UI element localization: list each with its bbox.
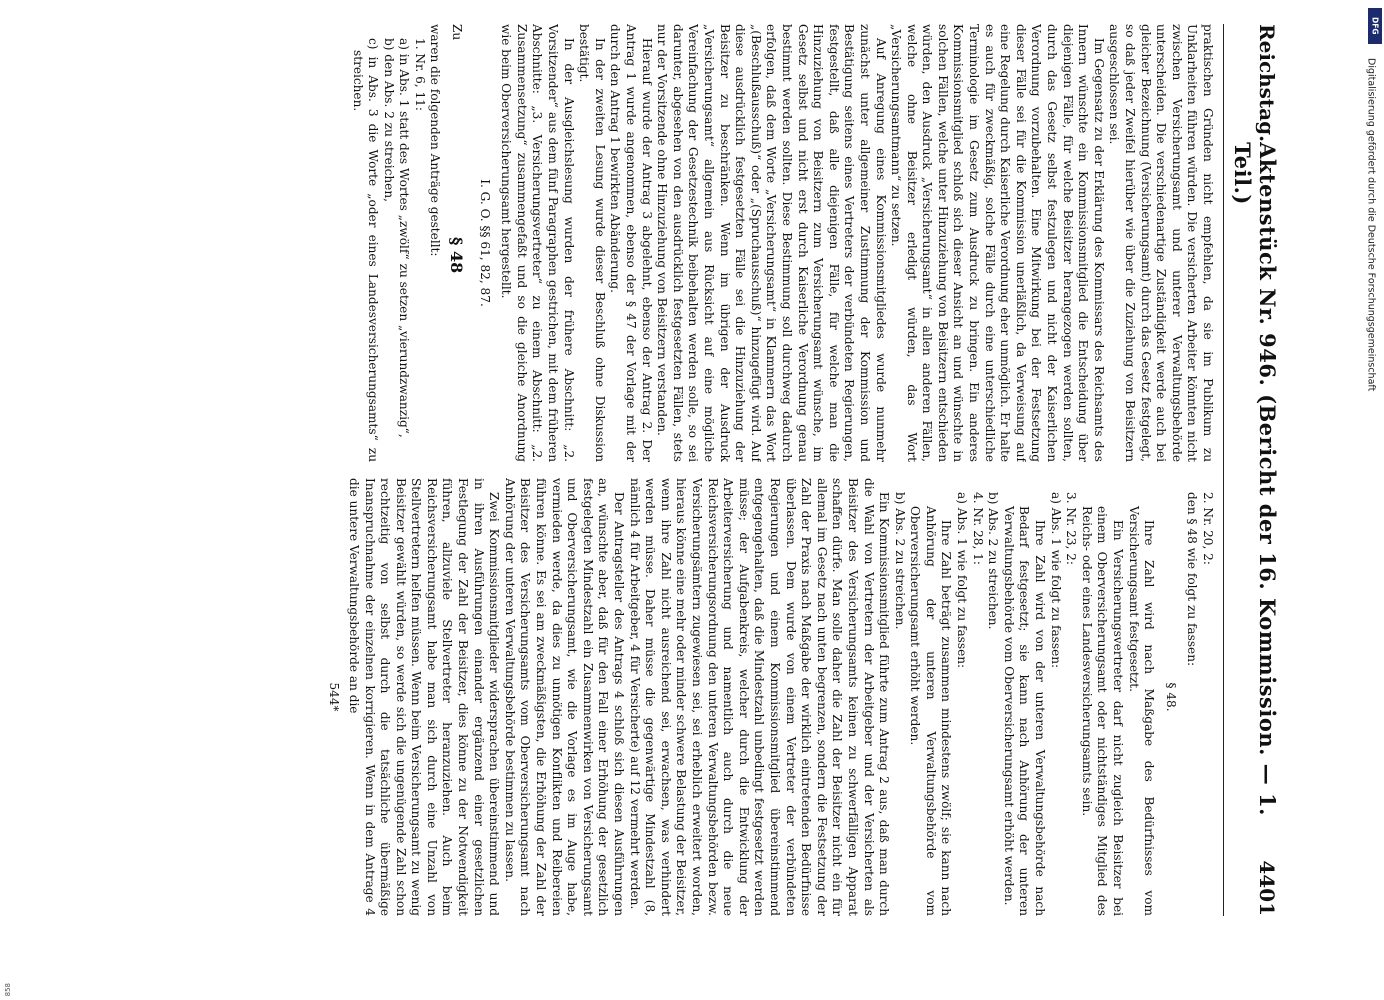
paragraph: Hierauf wurde der Antrag 3 abgelehnt, ebenso der Antrag 2. Der Antrag 1 wurde angenommen, ebenso der § 47 der Vorlage mit der durch den Antrag 1 bewirkten Abänderung. — [608, 24, 654, 462]
digitization-note — [1362, 10, 1380, 990]
list-subitem: den § 48 wie folgt zu fassen: — [1185, 492, 1200, 667]
paragraph: In der zweiten Lesung wurde dieser Beschluß ohne Diskussion bestätigt. — [577, 24, 607, 462]
page-number: 4401 — [1255, 860, 1279, 916]
page-header — [1223, 24, 1280, 916]
list-item: 3. Nr. 23, 2: — [1064, 492, 1079, 565]
quote: Ihre Zahl beträgt zusammen mindestens zwölf; sie kann nach Anhörung der unteren Verwaltungsbehörde vom Oberversicherungsamt erhöht werden. — [908, 506, 954, 916]
quote: Ihre Zahl wird nach Maßgabe des Bedürfnisses vom Versicherungsamt festgesetzt. — [1126, 506, 1157, 916]
quote: Ihre Zahl wird von der unteren Verwaltungsbehörde nach Bedarf festgesetzt; sie kann nach Anhörung der unteren Verwaltungsbehörde vom Oberversicherungsamt erhöht werden. — [1001, 506, 1048, 916]
section-heading: § 48 — [447, 237, 467, 274]
paragraph: Der Antragsteller des Antrags 4 schloß sich diesen Ausführungen an, wünschte aber, daß für den Fall einer Erhöhung der gesetzlich festgelegten Mindestzahl ein Zusammenwirken von Versicherungsamt und Oberversicherungsamt, wie die Vorlage es im Auge habe, vermieden werde, da dies zu unnötigen Konflikten und Reibereien führen könne. Es sei am zweckmäßigsten, die Erhöhung der Zahl der Beisitzer des Versicherungsamts vom Oberversicherungsamt nach Anhörung der unteren Verwaltungsbehörde bestimmen zu lassen. — [502, 478, 627, 916]
list-subitem: a) Abs. 1 wie folgt zu fassen: — [955, 492, 970, 669]
right-column — [30, 478, 1215, 916]
dfg-logo — [1368, 8, 1382, 44]
list-subitem: a) Abs. 1 wie folgt zu fassen: — [1048, 492, 1063, 669]
archive-stamp: 858 — [4, 982, 12, 996]
paragraph: Ein Kommissionsmitglied führte zum Antrag 2 aus, daß man durch die Wahl von Vertretern der Arbeitgeber und der Versicherten als Beisitzer des Versicherungsamts keinen zu schwerfälligen Apparat schaffen dürfe. Man solle daher die Zahl der Beisitzer nicht ein für allemal im Gesetz nach unten begrenzen, sondern die Festsetzung der Zahl der Praxis nach Maßgabe der wirklich eintretenden Bedürfnisse überlassen. Dem wurde von einem Vertreter der verbündeten Regierungen und einem Kommissionsmitglied übereinstimmend entgegengehalten, daß die Mindestzahl unbedingt festgesetzt werden müsse; der Aufgabenkreis, welcher durch die Entwicklung der Arbeiterversicherung und namentlich auch durch die neue Reichsversicherungsordnung den unteren Verwaltungsbehörden bezw. Versicherungsämtern zugewiesen sei, sei erheblich erweitert worden, hieraus könne eine mehr oder minder schwere Belastung der Beisitzer, wenn ihre Zahl nicht ausreichend sei, erwachsen, was verhindert werden müsse. Daher müsse die gegenwärtige Mindestzahl (8, nämlich 4 für Arbeitgeber, 4 für Versicherte) auf 12 vermehrt werden. — [627, 478, 892, 916]
list-subitem: a) in Abs. 1 statt des Wortes „zwölf“ zu setzen „vierundzwanzig“, — [397, 38, 412, 438]
header-title: Aktenstück Nr. 946. (Bericht der 16. Kommission. — 1. Teil.) — [1230, 142, 1280, 816]
section-heading: § 48. — [1163, 682, 1178, 712]
list-item: 2. Nr. 20, 2: — [1201, 492, 1215, 565]
list-item: 4. Nr. 28, 1: — [970, 492, 985, 565]
signature-mark: 544* — [327, 682, 342, 712]
reference: I. G. O. §§ 61, 82, 87. — [477, 179, 492, 307]
list-subitem: b) Abs. 2 zu streichen. — [892, 492, 907, 630]
list-subitem: b) den Abs. 2 zu streichen, — [381, 38, 396, 202]
digitization-text: Digitalisierung gefördert durch die Deutsche Forschungsgemeinschaft — [1365, 58, 1377, 392]
paragraph: In der Ausgleichslesung wurden der frühere Abschnitt: „2. Vorsitzender“ aus dem fünf Paragraphen gestrichen, mit dem früheren Abschnitte: „3. Versicherungsvertreter“ zu einem Abschnitt: „2. Zusammensetzung“ zusammengefaßt und so die gleiche Anordnung wie beim Oberversicherungsamt hergestellt. — [499, 24, 576, 462]
list-item: 1. Nr. 6, 11: — [412, 38, 427, 111]
paragraph: Zwei Kommissionsmitglieder widersprachen übereinstimmend und in ihren Ausführungen einander ergänzend einer gesetzlichen Festlegung der Zahl der Beisitzer, dies könne zu der Notwendigkeit führen, allzuviele Stellvertreter heranzuziehen. Auch beim Reichsversicherungsamt habe man sich durch eine Unzahl von Stellvertretern helfen müssen. Wenn beim Versicherungsamt zu wenig Beisitzer gewählt würden, so werde sich die ungenügende Zahl schon rechtzeitig von selbst durch die tatsächliche übermäßige Inanspruchnahme der einzelnen korrigieren. Wenn in dem Antrage 4 die untere Verwaltungsbehörde an die — [346, 478, 502, 916]
dfg-logo-text: DFG — [1370, 17, 1380, 35]
paragraph: Im Gegensatz zu der Erklärung des Kommissars des Reichsamts des Innern wünschte ein Kommissionsmitglied die Entscheidung über diejenigen Fälle, für welche Beisitzer herangezogen werden sollten, durch das Gesetz selbst festzulegen und nicht der Kaiserlichen Verordnung vorzubehalten. Eine Mitwirkung bei der Festsetzung dieser Fälle sei für die Kommission unerläßlich, da Verweisung auf eine Regelung durch Kaiserliche Verordnung eher unmöglich. Er halte es auch für zweckmäßig, solche Fälle durch eine unterschiedliche Terminologie im Gesetz zum Ausdruck zu bringen. Ein anderes Kommissionsmitglied schloß sich dieser Ansicht an und wünschte in solchen Fällen, welche unter Hinzuziehung von Beisitzern entschieden würden, den Ausdruck „Versicherungsamt“ in allen anderen Fällen, welche ohne Beisitzer erledigt würden, das Wort „Versicherungsamtmann“ zu setzen. — [889, 24, 1106, 462]
left-column — [30, 24, 1215, 462]
header-left: Reichstag. — [1255, 24, 1279, 143]
zu-label: Zu — [450, 24, 465, 41]
quote: Ein Versicherungsvertreter darf nicht zugleich Beisitzer bei einem Oberversicherungsamt oder nichtständiges Mitglied des Reichs- oder eines Landesversicherungsamts sein. — [1079, 506, 1126, 916]
list-subitem: b) Abs. 2 zu streichen. — [986, 492, 1001, 630]
text-columns — [30, 24, 1215, 916]
paragraph: praktischen Gründen nicht empfehlen, da sie im Publikum zu Unklarheiten führen würden. Die versicherten Arbeiter könnten nicht zwischen Versicherungsamt und unterer Verwaltungsbehörde unterscheiden. Die verschiedenartige Zuständigkeit werde auch bei gleicher Bezeichnung (Versicherungsamt) durch das Gesetz festgelegt, so daß jeder Zweifel hierüber wie über die Zuziehung von Beisitzern ausgeschlossen sei. — [1107, 24, 1215, 462]
list-subitem: c) in Abs. 3 die Worte „oder eines Landesversicherungsamts“ zu streichen. — [350, 38, 381, 462]
paragraph: waren die folgenden Anträge gestellt: — [428, 24, 443, 257]
paragraph: Auf Anregung eines Kommissionsmitgliedes wurde nunmehr zunächst unter allgemeiner Zustimmung der Kommission und Bestätigung seitens eines Vertreters der verbündeten Regierungen, festgestellt, daß alle diejenigen Fälle, für welche man die Hinzuziehung von Beisitzern zum Versicherungsamt wünsche, im Gesetz selbst und nicht erst durch Kaiserliche Verordnung genau bestimmt werden sollten. Diese Bestimmung soll durchweg dadurch erfolgen, daß dem Worte „Versicherungsamt“ in Klammern das Wort „(Beschlußausschuß)“ oder „(Spruchausschuß)“ hinzugefügt wird. Auf diese ausdrücklich festgesetzten Fälle sei die Hinzuziehung der Beisitzer zu beschränken. Wenn im übrigen der Ausdruck „Versicherungsamt“ allgemein aus Rücksicht auf eine mögliche Vereinfachung der Gesetzestechnik beibehalten werden solle, so sei darunter, abgesehen von den ausdrücklich festgesetzten Fällen, stets nur der Vorsitzende ohne Hinzuziehung von Beisitzern verstanden. — [655, 24, 888, 462]
